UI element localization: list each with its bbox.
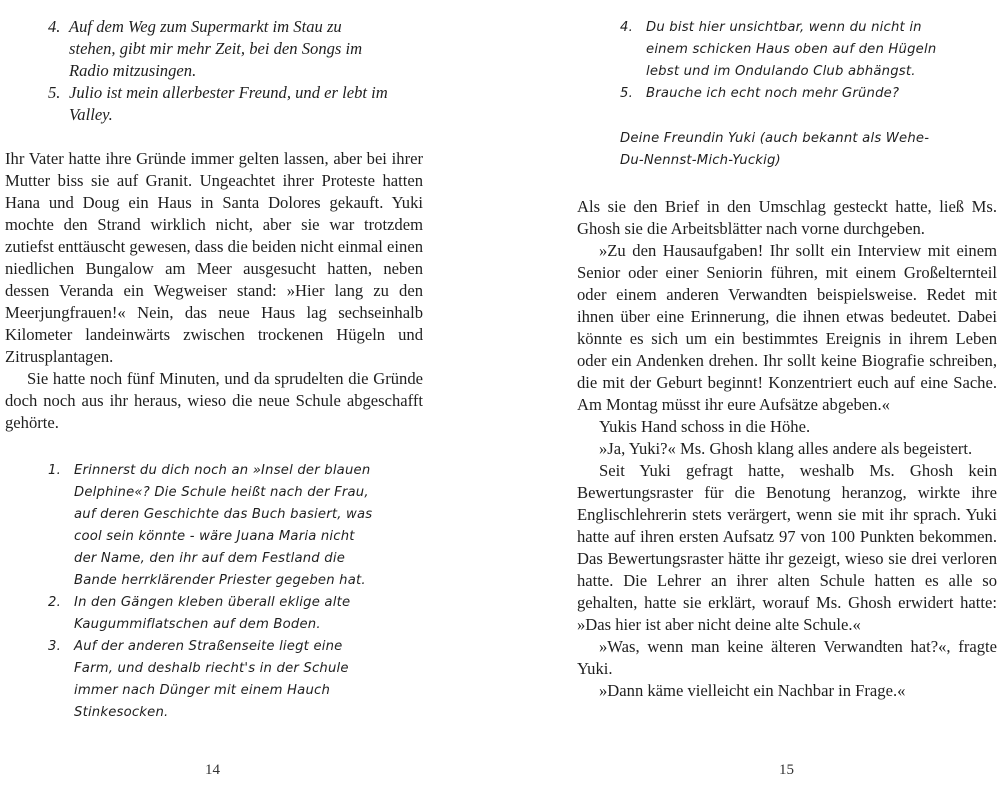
list-number: 1. xyxy=(48,463,61,478)
list-item xyxy=(48,636,378,724)
list-item-text: Du bist hier unsichtbar, wenn du nicht in einem schicken Haus oben auf den Hügeln lebst und im Ondulando Club abhängst. xyxy=(646,20,937,79)
list-item xyxy=(48,82,388,126)
paragraph: »Zu den Hausaufgaben! Ihr sollt ein Interview mit einem Senior oder einer Seniorin führen, mit einem Großelternteil oder einem anderen Verwandten beispielsweise. Redet mit ihnen über eine Erinnerung, die ihnen etwas bedeutet. Dabei könnte es sich um ein bestimmtes Ereignis in ihrem Leben oder ein Andenken drehen. Ihr sollt keine Biografie schreiben, die mit der Geburt beginnt! Konzentriert euch auf eine Sache. Am Montag müsst ihr eure Aufsätze abgeben.« xyxy=(577,241,997,414)
list-item-text: Auf der anderen Straßenseite liegt eine Farm, und deshalb riecht's in der Schule immer nach Dünger mit einem Hauch Stinkesocken. xyxy=(74,639,349,720)
right-body-text xyxy=(577,196,997,702)
list-item xyxy=(620,17,940,83)
paragraph: Ihr Vater hatte ihre Gründe immer gelten lassen, aber bei ihrer Mutter biss sie auf Granit. Ungeachtet ihrer Proteste hatten Hana und Doug ein Haus in Santa Dolores gekauft. Yuki mochte den Strand wirklich nicht, aber sie war trotzdem zutiefst enttäuscht gewesen, dass die beiden nicht einmal einen niedlichen Bungalow am Meer ausgesucht hatten, neben dessen Veranda ein Wegweiser stand: »Hier lang zu den Meerjungfrauen!« Nein, das neue Haus lag sechseinhalb Kilometer landeinwärts zwischen trockenen Hügeln und Zitrusplantagen. xyxy=(5,149,423,366)
page-number: 15 xyxy=(779,762,794,778)
list-item xyxy=(48,592,378,636)
reasons-list-top xyxy=(48,16,388,126)
list-item xyxy=(48,460,378,592)
right-page xyxy=(500,0,1000,800)
paragraph: »Ja, Yuki?« Ms. Ghosh klang alles andere als begeistert. xyxy=(599,439,973,458)
list-item-text: In den Gängen kleben überall eklige alte Kaugummiflatschen auf dem Boden. xyxy=(74,595,351,632)
letter-signature: Deine Freundin Yuki (auch bekannt als Wehe-Du-Nennst-Mich-Yuckig) xyxy=(620,131,930,168)
list-item xyxy=(48,16,388,82)
paragraph: Als sie den Brief in den Umschlag gesteckt hatte, ließ Ms. Ghosh sie die Arbeitsblätter nach vorne durchgeben. xyxy=(577,197,997,238)
paragraph: Yukis Hand schoss in die Höhe. xyxy=(599,417,811,436)
paragraph: »Dann käme vielleicht ein Nachbar in Frage.« xyxy=(599,681,906,700)
list-number: 4. xyxy=(48,17,61,36)
list-number: 5. xyxy=(48,83,61,102)
handwritten-list-left xyxy=(48,460,378,724)
list-item xyxy=(620,83,940,105)
list-item-text: Julio ist mein allerbester Freund, und er lebt im Valley. xyxy=(69,83,388,124)
page-number: 14 xyxy=(205,762,220,778)
list-number: 4. xyxy=(620,20,633,35)
list-item-text: Auf dem Weg zum Supermarkt im Stau zu stehen, gibt mir mehr Zeit, bei den Songs im Radio mitzusingen. xyxy=(69,17,363,80)
paragraph: »Was, wenn man keine älteren Verwandten hat?«, fragte Yuki. xyxy=(577,637,997,678)
list-item-text: Brauche ich echt noch mehr Gründe? xyxy=(646,86,900,101)
list-item-text: Erinnerst du dich noch an »Insel der blauen Delphine«? Die Schule heißt nach der Frau, auf deren Geschichte das Buch basiert, was cool sein könnte - wäre Juana Maria nicht der Name, den ihr auf dem Festland die Bande herrklärender Priester gegeben hat. xyxy=(74,463,373,588)
paragraph: Seit Yuki gefragt hatte, weshalb Ms. Ghosh kein Bewertungsraster für die Benotung heranzog, wirkte ihre Englischlehrerin stets verärgert, wenn sie mit ihr sprach. Yuki hatte auf ihren ersten Aufsatz 97 von 100 Punkten bekommen. Das Bewertungsraster hätte ihr gezeigt, wieso sie drei verloren hatte. Die Lehrer an ihrer alten Schule hatten es alle so gehalten, hatte sie erklärt, worauf Ms. Ghosh erwidert hatte: »Das hier ist aber nicht deine alte Schule.« xyxy=(577,461,997,634)
list-number: 5. xyxy=(620,86,633,101)
handwritten-list-right xyxy=(620,17,940,105)
left-body-text xyxy=(5,148,423,434)
list-number: 3. xyxy=(48,639,61,654)
paragraph: Sie hatte noch fünf Minuten, und da sprudelten die Gründe doch noch aus ihr heraus, wieso die neue Schule abgeschafft gehörte. xyxy=(5,369,423,432)
list-number: 2. xyxy=(48,595,61,610)
